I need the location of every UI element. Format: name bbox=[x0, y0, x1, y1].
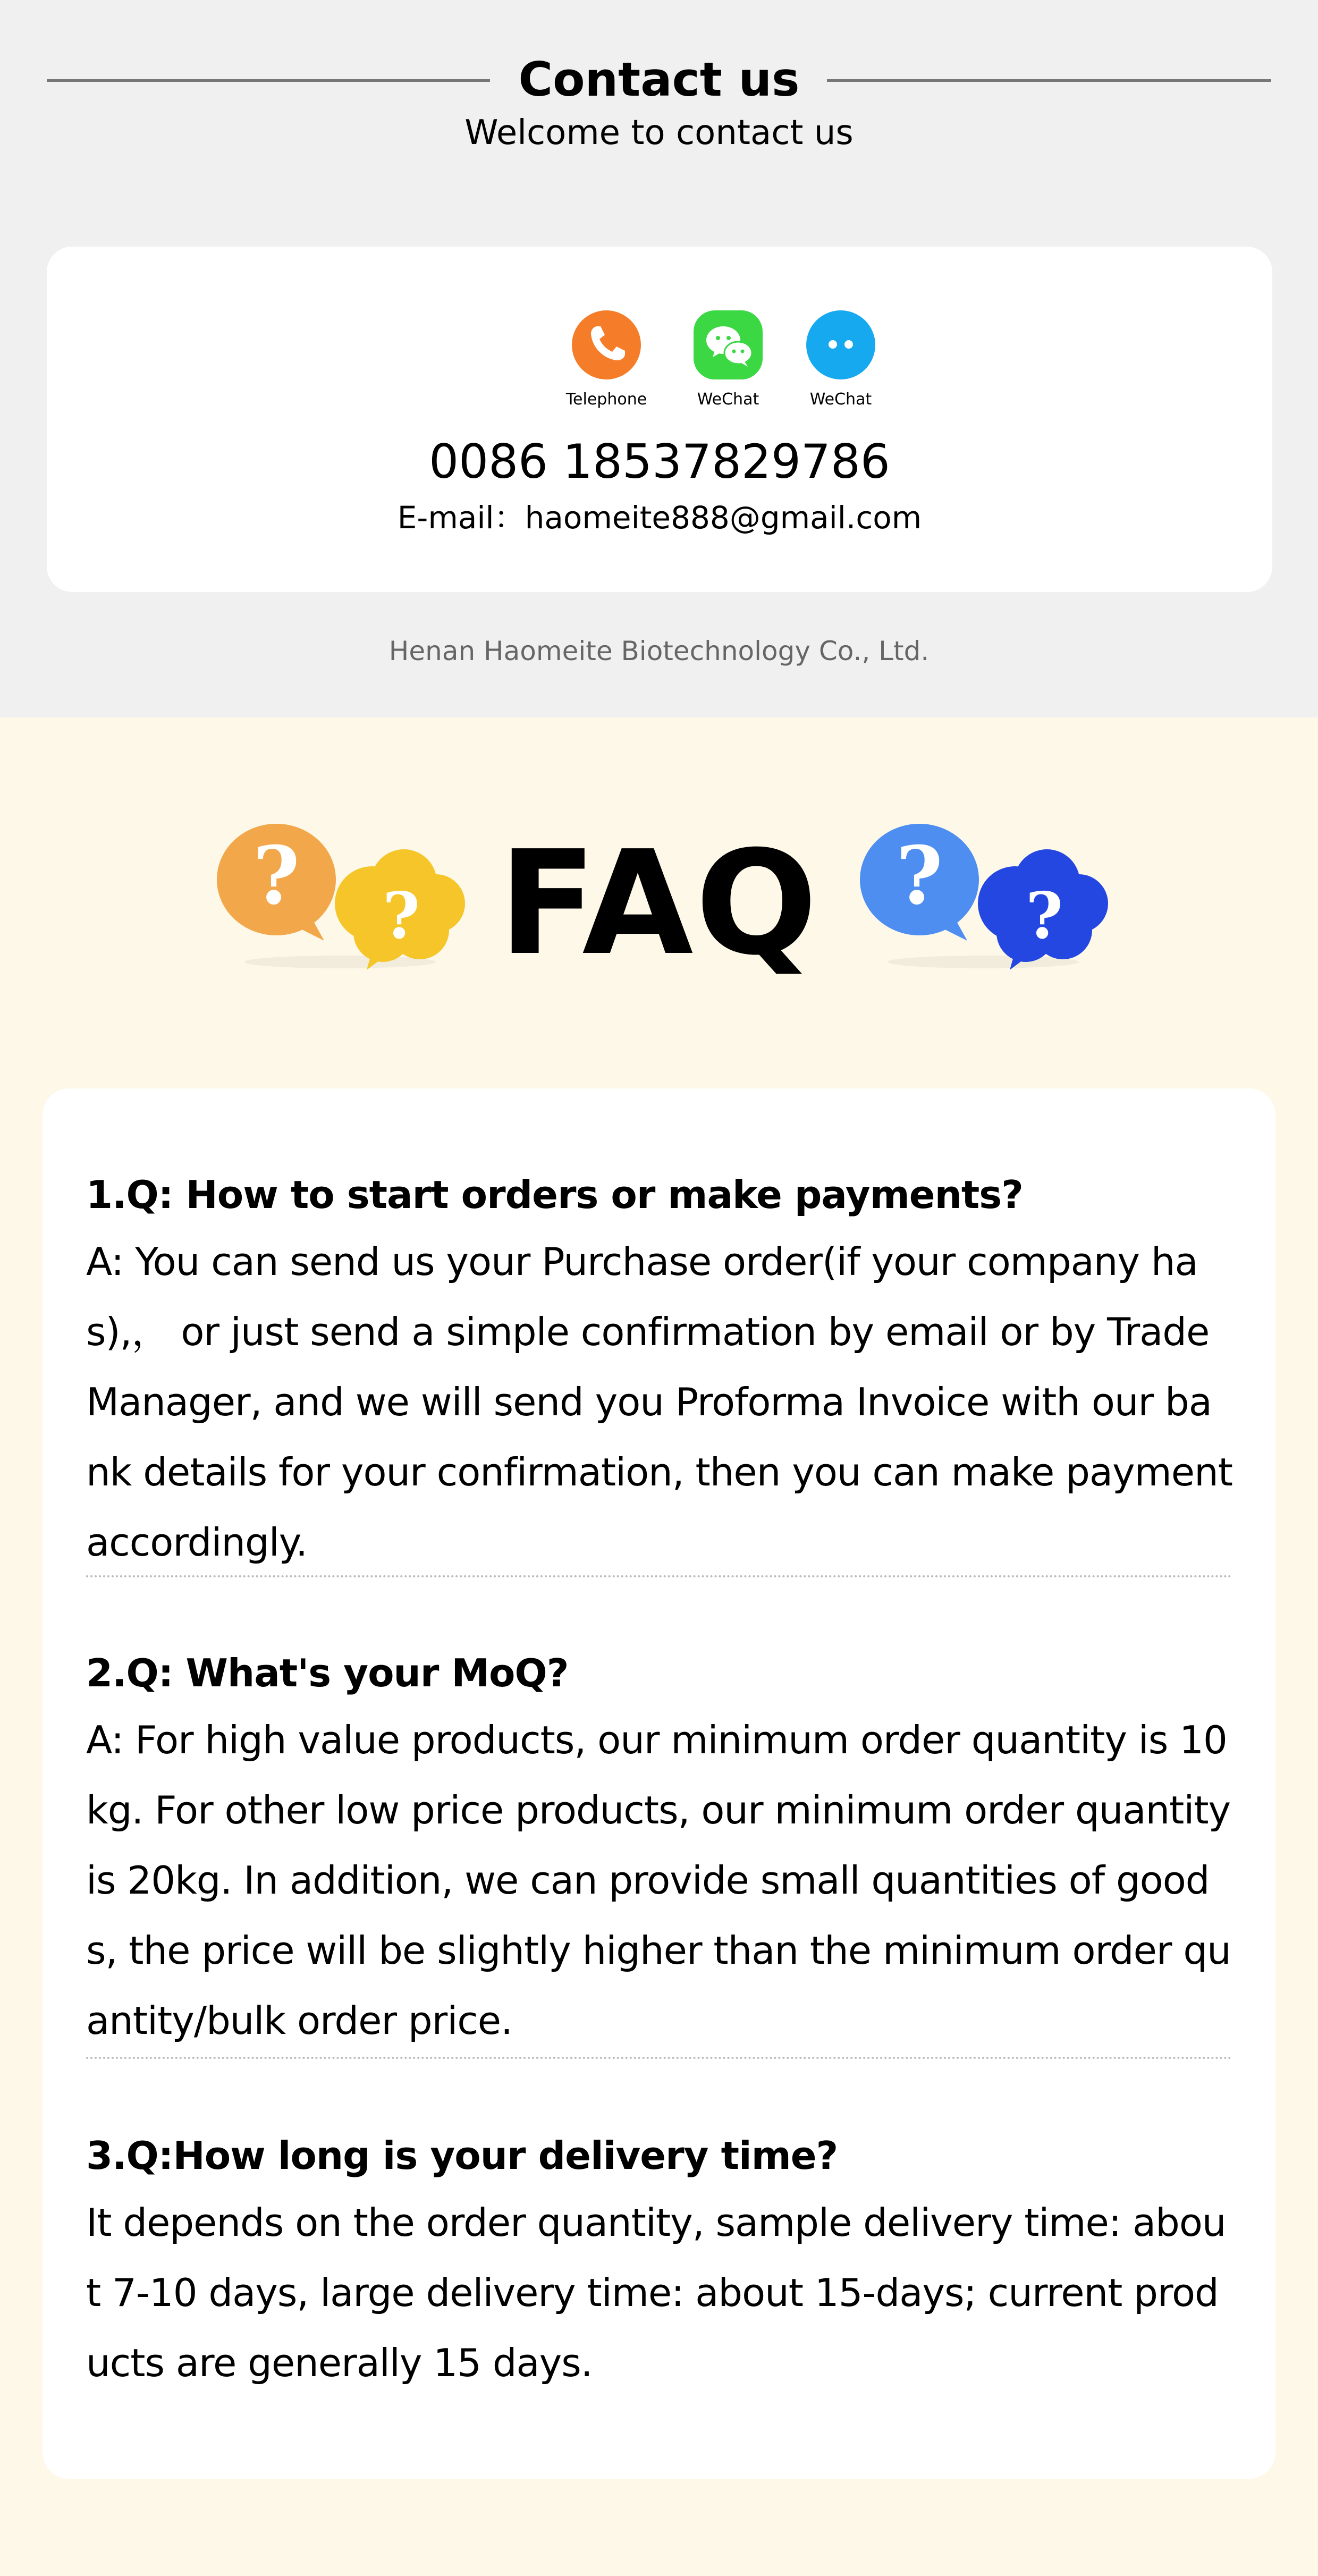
faq-divider bbox=[86, 2057, 1232, 2059]
wechat-contact-blue[interactable] bbox=[788, 310, 894, 410]
contact-section bbox=[0, 0, 1318, 717]
wechat-icon bbox=[806, 310, 875, 379]
wechat-icon bbox=[694, 310, 763, 379]
contact-title: Contact us bbox=[518, 52, 800, 107]
faq-answer: A: For high value products, our minimum order quantity is 10kg. For other low price products, our minimum order quantity is 20kg. In addition, we can provide small quantities of goods, the price will be slightly higher than the minimum order quantity/bulk order price. bbox=[86, 1718, 1231, 2043]
faq-item bbox=[86, 1641, 1234, 2056]
telephone-icon bbox=[572, 310, 641, 379]
faq-answer: A: You can send us your Purchase order(if your company has),， or just send a simple confirmation by email or by Trade Manager, and we will send you Proforma Invoice with our bank details for your confirmation, then you can make payment accordingly. bbox=[86, 1239, 1232, 1565]
email-address[interactable]: E-mail：haomeite888@gmail.com bbox=[397, 500, 922, 536]
faq-card bbox=[43, 1088, 1275, 2479]
phone-number[interactable]: 0086 18537829786 bbox=[429, 434, 890, 489]
svg-text:?: ? bbox=[896, 829, 943, 923]
faq-question: 2.Q: What's your MoQ? bbox=[86, 1651, 569, 1695]
company-name: Henan Haomeite Biotechnology Co., Ltd. bbox=[388, 636, 930, 666]
telephone-label: Telephone bbox=[565, 390, 647, 409]
contact-subtitle: Welcome to contact us bbox=[464, 113, 854, 153]
telephone-contact[interactable] bbox=[553, 310, 660, 410]
faq-banner bbox=[0, 717, 1318, 1036]
faq-divider bbox=[86, 1575, 1232, 1577]
svg-text:?: ? bbox=[1025, 879, 1063, 953]
faq-title: FAQ bbox=[499, 820, 819, 987]
wechat-label: WeChat bbox=[697, 390, 759, 409]
svg-text:?: ? bbox=[253, 829, 300, 923]
wechat-contact-green[interactable] bbox=[675, 310, 781, 410]
faq-question: 3.Q:How long is your delivery time? bbox=[86, 2133, 838, 2178]
faq-question: 1.Q: How to start orders or make payments? bbox=[86, 1172, 1023, 1217]
question-bubbles-right bbox=[856, 818, 1111, 975]
faq-answer: It depends on the order quantity, sample delivery time: about 7-10 days, large delivery time: about 15-days; current products are generally 15 days. bbox=[86, 2200, 1226, 2385]
faq-item bbox=[86, 2124, 1234, 2398]
wechat-label: WeChat bbox=[809, 390, 872, 409]
svg-text:?: ? bbox=[382, 879, 420, 953]
faq-item bbox=[86, 1163, 1234, 1577]
contact-card bbox=[47, 247, 1272, 592]
